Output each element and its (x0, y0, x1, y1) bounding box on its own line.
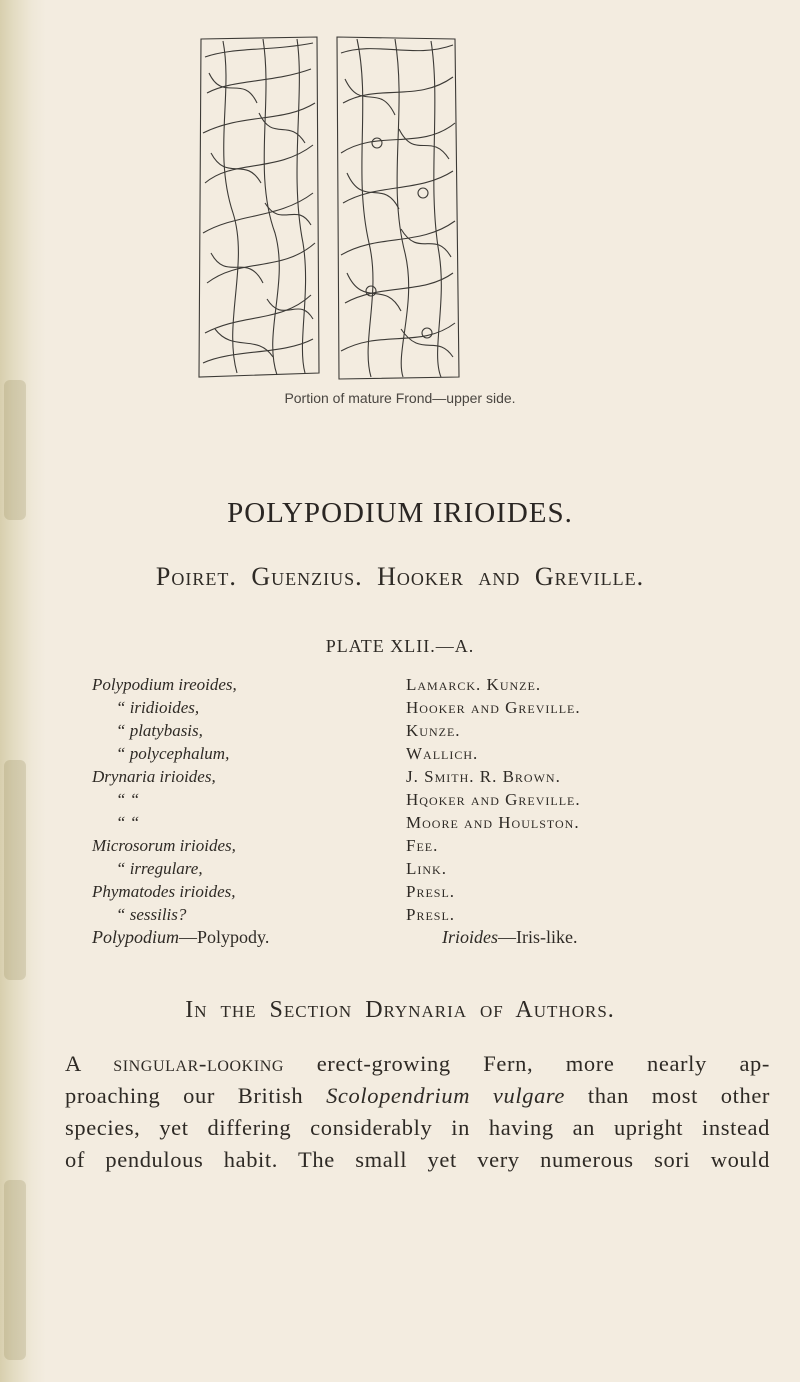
body-text-span: than most other (565, 1083, 771, 1108)
synonym-name: Microsorum irioides, (92, 836, 236, 855)
synonym-name: “ iridioides, (116, 698, 200, 717)
synonym-authority: Wallich. (406, 744, 479, 763)
synonym-authority: Presl. (406, 882, 456, 901)
opening-words: A singular-looking (65, 1051, 285, 1076)
synonym-authority: Presl. (406, 905, 456, 924)
etymology-term: Irioides (442, 927, 498, 947)
synonym-name: Polypodium ireoides, (92, 675, 237, 694)
synonym-names (92, 673, 392, 926)
frond-right-drawing (331, 33, 461, 383)
synonym-name: “ “ (116, 813, 140, 832)
synonym-authority: Hqoker and Greville. (406, 790, 581, 809)
body-text-span: erect-growing Fern, more nearly ap- (284, 1051, 770, 1076)
etymology-genus (92, 927, 269, 948)
synonym-name: Drynaria irioides, (92, 767, 216, 786)
illustration-caption: Portion of mature Frond—upper side. (284, 390, 516, 406)
authority-line: Poiret. Guenzius. Hooker and Greville. (155, 562, 645, 591)
page-title: POLYPODIUM IRIOIDES. (227, 497, 573, 529)
page-stain (4, 760, 26, 980)
etymology-meaning: —Iris-like. (498, 927, 578, 947)
body-line: species, yet differing considerably in having an upright instead (65, 1115, 770, 1140)
etymology-species (442, 927, 577, 948)
body-line (65, 1048, 770, 1080)
species-name: Scolopendrium vulgare (326, 1083, 566, 1108)
body-line: of pendulous habit. The small yet very numerous sori would (65, 1147, 770, 1172)
page-stain (4, 1180, 26, 1360)
plate-number: PLATE XLII.—A. (325, 636, 475, 656)
body-line (65, 1080, 770, 1112)
synonym-authority: Kunze. (406, 721, 461, 740)
synonym-name: “ sessilis? (116, 905, 187, 924)
synonym-name: “ “ (116, 790, 140, 809)
frond-illustration (193, 33, 461, 383)
synonym-authority: Fee. (406, 836, 439, 855)
etymology-meaning: —Polypody. (179, 927, 270, 947)
section-heading: In the Section Drynaria of Authors. (185, 997, 615, 1023)
synonym-name: “ polycephalum, (116, 744, 230, 763)
synonym-authority: Moore and Houlston. (406, 813, 580, 832)
body-text-span: proaching our British (65, 1083, 327, 1108)
synonym-authority: J. Smith. R. Brown. (406, 767, 561, 786)
synonym-name: “ platybasis, (116, 721, 203, 740)
synonym-authority: Lamarck. Kunze. (406, 675, 542, 694)
synonym-name: Phymatodes irioides, (92, 882, 236, 901)
synonym-authority: Hooker and Greville. (406, 698, 581, 717)
etymology-term: Polypodium (92, 927, 179, 947)
body-paragraph (65, 1048, 770, 1176)
synonym-authority: Link. (406, 859, 447, 878)
synonym-authorities (406, 673, 786, 926)
synonym-name: “ irregulare, (116, 859, 203, 878)
frond-left-drawing (193, 33, 323, 383)
page-edge (0, 0, 46, 1382)
